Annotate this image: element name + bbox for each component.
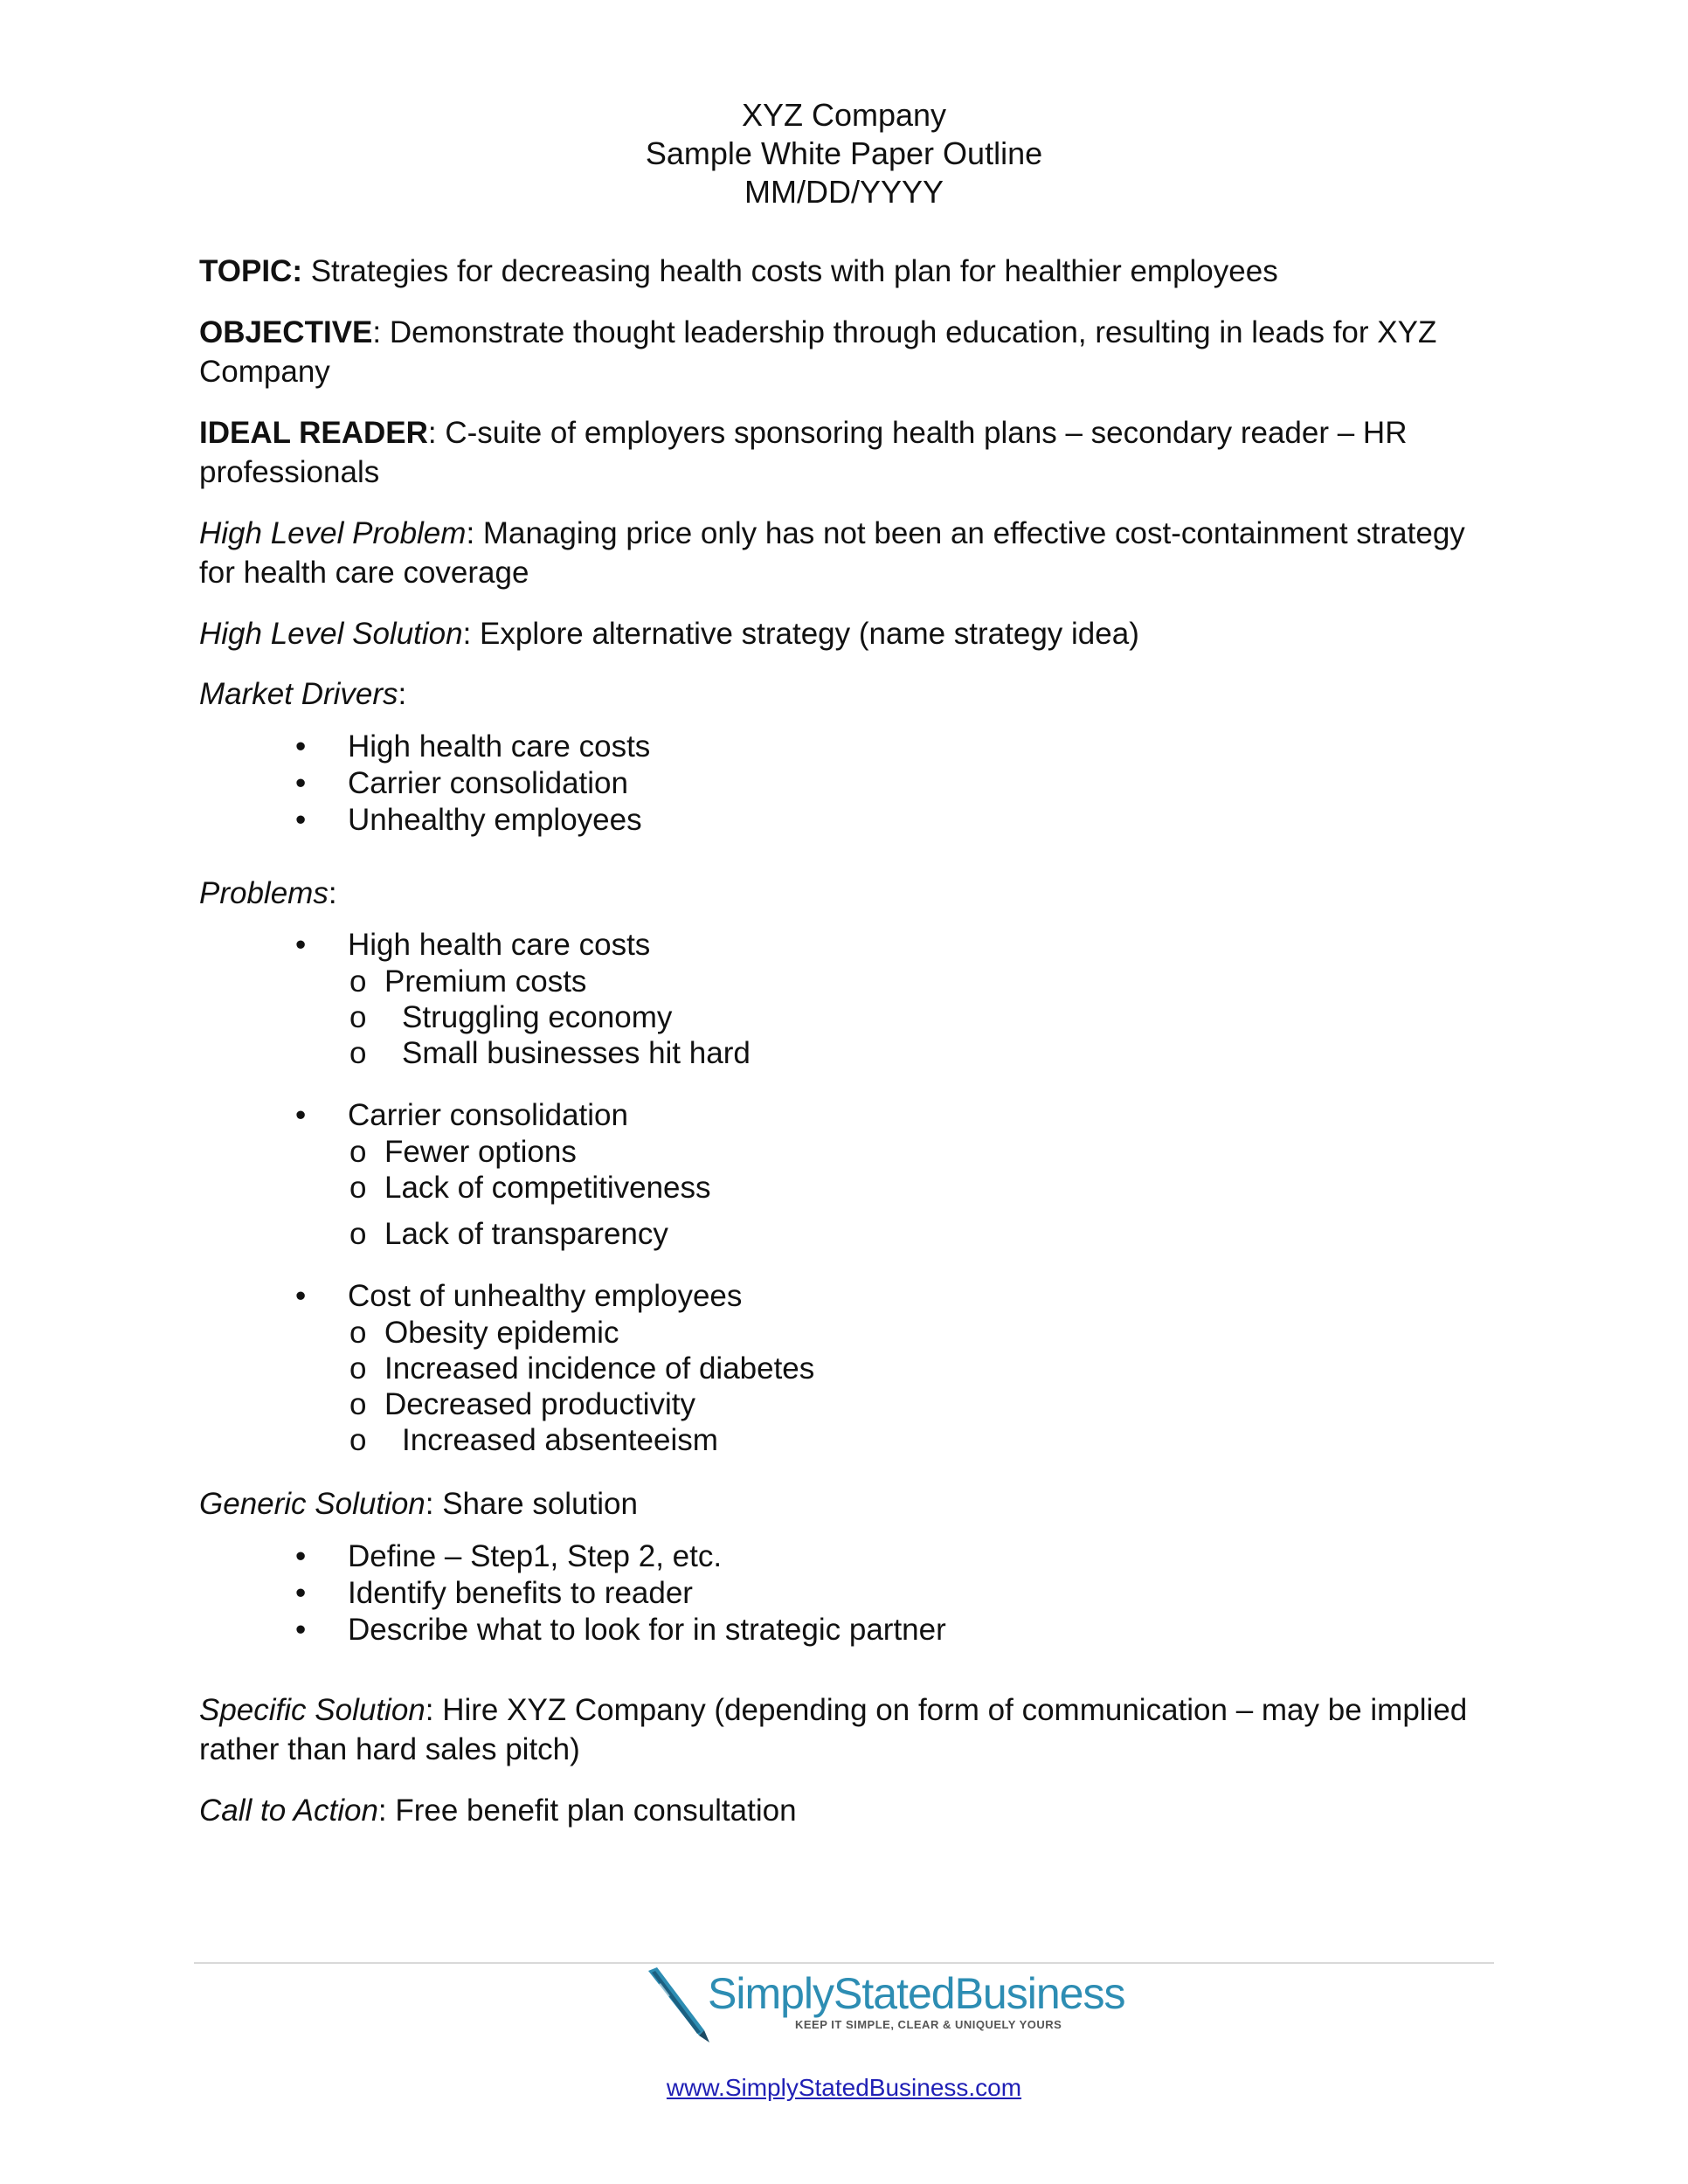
list-item: • Define – Step1, Step 2, etc.: [199, 1538, 1475, 1575]
generic-solution-list: [199, 1538, 1475, 1648]
list-item: • High health care costs: [199, 729, 1475, 765]
company-name: XYZ Company: [741, 97, 947, 133]
problem-subitems: [348, 964, 1475, 1071]
problem-group: [199, 1278, 1475, 1458]
logo-tagline: KEEP IT SIMPLE, CLEAR & UNIQUELY YOURS: [795, 2018, 1062, 2031]
call-to-action-paragraph: [199, 1791, 1475, 1831]
objective-text: : Demonstrate thought leadership through education, resulting in leads for XYZ Company: [199, 314, 1437, 389]
specific-solution-label: Specific Solution: [199, 1692, 425, 1727]
footer-website: [0, 2072, 1688, 2104]
objective-paragraph: [199, 313, 1475, 392]
problem-group-title: High health care costs: [348, 928, 651, 962]
list-item: • Describe what to look for in strategic partner: [199, 1612, 1475, 1648]
market-drivers-heading: [199, 674, 1475, 715]
specific-solution-paragraph: [199, 1690, 1475, 1770]
problems-label: Problems: [199, 875, 329, 910]
high-level-problem-label: High Level Problem: [199, 515, 467, 550]
high-level-problem-paragraph: [199, 514, 1475, 593]
list-item: o Fewer options: [348, 1134, 1475, 1170]
company-logo: [643, 1966, 1125, 2044]
topic-label: TOPIC:: [199, 254, 302, 288]
list-item: o Struggling economy: [348, 999, 1475, 1035]
pen-icon: [643, 1966, 713, 2044]
problems-heading: [199, 874, 1475, 914]
footer-divider: [194, 1962, 1494, 1964]
website-link[interactable]: www.SimplyStatedBusiness.com: [666, 2074, 1022, 2101]
logo-wordmark: SimplyStatedBusiness: [708, 1969, 1125, 2018]
list-item: • Unhealthy employees: [199, 802, 1475, 839]
market-drivers-list: [199, 729, 1475, 839]
ideal-reader-paragraph: [199, 413, 1475, 493]
problems-colon: :: [328, 875, 337, 910]
problem-group: [199, 1097, 1475, 1252]
problem-subitems: [348, 1134, 1475, 1252]
list-item: o Increased absenteeism: [348, 1422, 1475, 1458]
call-to-action-text: : Free benefit plan consultation: [377, 1793, 797, 1828]
ideal-reader-label: IDEAL READER: [199, 415, 428, 450]
list-item: o Increased incidence of diabetes: [348, 1351, 1475, 1386]
list-item: • Carrier consolidation: [199, 765, 1475, 802]
generic-solution-text: : Share solution: [425, 1487, 638, 1521]
problem-group-title: Carrier consolidation: [348, 1098, 628, 1132]
topic-text: Strategies for decreasing health costs with plan for healthier employees: [301, 254, 1278, 288]
document-header: [0, 96, 1688, 211]
problem-subitems: [348, 1315, 1475, 1458]
problems-list: [199, 927, 1475, 1458]
topic-paragraph: [199, 252, 1475, 292]
market-drivers-colon: :: [398, 677, 407, 711]
problem-group: [199, 927, 1475, 1071]
list-item: o Lack of transparency: [348, 1216, 1475, 1252]
high-level-problem-text: : Managing price only has not been an effective cost-containment strategy for health care coverage: [199, 515, 1465, 590]
problem-group-title: Cost of unhealthy employees: [348, 1279, 743, 1313]
document-date: MM/DD/YYYY: [744, 174, 944, 210]
list-item: o Decreased productivity: [348, 1386, 1475, 1422]
high-level-solution-label: High Level Solution: [199, 616, 463, 651]
high-level-solution-text: : Explore alternative strategy (name strategy idea): [462, 616, 1139, 651]
generic-solution-label: Generic Solution: [199, 1487, 425, 1521]
document-title: Sample White Paper Outline: [645, 135, 1043, 171]
outline-body: [199, 252, 1475, 1851]
market-drivers-label: Market Drivers: [199, 677, 398, 711]
ideal-reader-text: : C-suite of employers sponsoring health plans – secondary reader – HR professionals: [199, 415, 1408, 489]
list-item: o Premium costs: [348, 964, 1475, 999]
call-to-action-label: Call to Action: [199, 1793, 378, 1828]
generic-solution-paragraph: [199, 1484, 1475, 1524]
list-item: o Small businesses hit hard: [348, 1035, 1475, 1071]
specific-solution-text: : Hire XYZ Company (depending on form of communication – may be implied rather than hard sales pitch): [199, 1692, 1468, 1766]
list-item: o Lack of competitiveness: [348, 1170, 1475, 1206]
list-item: o Obesity epidemic: [348, 1315, 1475, 1351]
objective-label: OBJECTIVE: [199, 314, 373, 349]
high-level-solution-paragraph: [199, 614, 1475, 654]
list-item: • Identify benefits to reader: [199, 1575, 1475, 1612]
